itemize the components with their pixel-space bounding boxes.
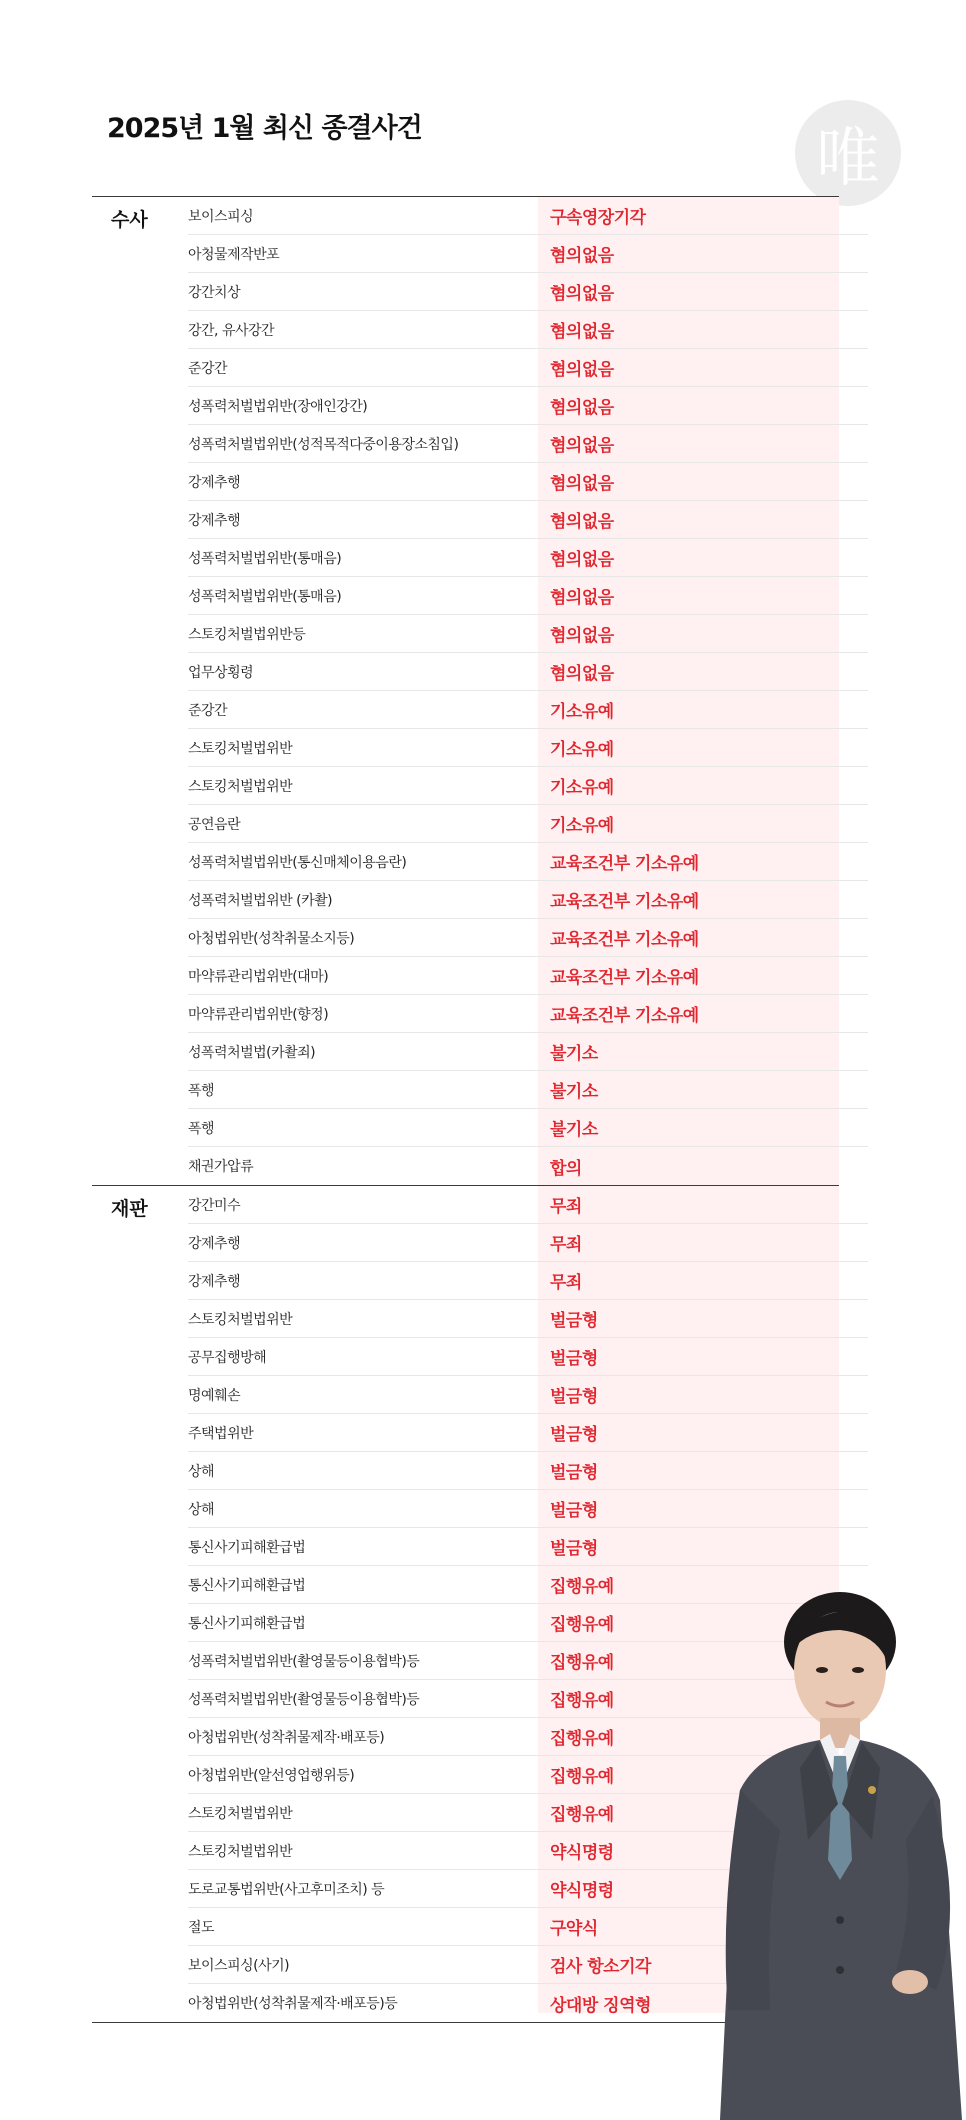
- case-name: 공연음란: [188, 816, 241, 833]
- case-name: 스토킹처벌법위반: [188, 1311, 293, 1328]
- case-result: 약식명령: [550, 1843, 614, 1863]
- table-row: [188, 1490, 868, 1528]
- case-result: 벌금형: [550, 1387, 598, 1407]
- table-row: [188, 1071, 868, 1109]
- table-row: [188, 1109, 868, 1147]
- case-result: 약식명령: [550, 1881, 614, 1901]
- case-name: 마약류관리법위반(대마): [188, 968, 329, 985]
- case-name: 성폭력처벌법위반(성적목적다중이용장소침입): [188, 436, 459, 453]
- table-row: [188, 615, 868, 653]
- case-name: 준강간: [188, 702, 228, 719]
- case-result: 집행유예: [550, 1653, 614, 1673]
- table-row: [188, 1147, 868, 1185]
- case-result: 집행유예: [550, 1577, 614, 1597]
- case-name: 준강간: [188, 360, 228, 377]
- case-name: 업무상횡령: [188, 664, 254, 681]
- table-row: [188, 539, 868, 577]
- case-name: 성폭력처벌법위반(통신매체이용음란): [188, 854, 407, 871]
- case-name: 강간, 유사강간: [188, 322, 275, 339]
- case-result: 혐의없음: [550, 246, 614, 266]
- case-result: 집행유예: [550, 1767, 614, 1787]
- case-name: 통신사기피해환급법: [188, 1539, 306, 1556]
- case-name: 폭행: [188, 1082, 215, 1099]
- case-name: 상해: [188, 1501, 215, 1518]
- case-result: 혐의없음: [550, 360, 614, 380]
- case-name: 절도: [188, 1919, 215, 1936]
- case-result: 구약식: [550, 1919, 598, 1939]
- case-name: 성폭력처벌법(카촬죄): [188, 1044, 316, 1061]
- table-row: [188, 1186, 868, 1224]
- table-row: [188, 1452, 868, 1490]
- case-name: 스토킹처벌법위반: [188, 778, 293, 795]
- table-row: [188, 729, 868, 767]
- case-result: 집행유예: [550, 1615, 614, 1635]
- case-name: 성폭력처벌법위반(촬영물등이용협박)등: [188, 1691, 420, 1708]
- case-result: 무죄: [550, 1197, 582, 1217]
- table-row: [188, 425, 868, 463]
- case-name: 상해: [188, 1463, 215, 1480]
- section-label: 재판: [111, 1198, 148, 1220]
- case-name: 강제추행: [188, 512, 241, 529]
- table-row: [188, 463, 868, 501]
- case-name: 강제추행: [188, 1273, 241, 1290]
- case-name: 아청법위반(성착취물소지등): [188, 930, 355, 947]
- case-name: 스토킹처벌법위반: [188, 740, 293, 757]
- table-row: [188, 1528, 868, 1566]
- case-name: 통신사기피해환급법: [188, 1615, 306, 1632]
- case-result: 무죄: [550, 1235, 582, 1255]
- table-row: [188, 235, 868, 273]
- case-result: 교육조건부 기소유예: [550, 1006, 699, 1026]
- table-row: [188, 1414, 868, 1452]
- section-label: 수사: [111, 209, 148, 231]
- case-name: 성폭력처벌법위반(장애인강간): [188, 398, 368, 415]
- table-row: [188, 1300, 868, 1338]
- case-result: 합의: [550, 1158, 582, 1179]
- case-result: 교육조건부 기소유예: [550, 854, 699, 874]
- case-name: 도로교통법위반(사고후미조치) 등: [188, 1881, 385, 1898]
- lawyer-portrait: [700, 1590, 966, 2120]
- case-result: 불기소: [550, 1044, 598, 1064]
- case-result: 혐의없음: [550, 322, 614, 342]
- case-name: 아청법위반(성착취물제작·배포등): [188, 1729, 385, 1746]
- seal-logo: 唯: [795, 100, 901, 206]
- case-result: 기소유예: [550, 702, 614, 722]
- case-result: 혐의없음: [550, 436, 614, 456]
- case-result: 벌금형: [550, 1311, 598, 1331]
- case-result: 무죄: [550, 1273, 582, 1293]
- page-title: 2025년 1월 최신 종결사건: [107, 113, 422, 144]
- table-row: [188, 767, 868, 805]
- case-name: 공무집행방해: [188, 1349, 267, 1366]
- case-name: 통신사기피해환급법: [188, 1577, 306, 1594]
- table-row: [188, 805, 868, 843]
- table-row: [188, 957, 868, 995]
- case-result: 구속영장기각: [550, 208, 646, 228]
- case-result: 혐의없음: [550, 512, 614, 532]
- case-result: 집행유예: [550, 1729, 614, 1749]
- table-row: [188, 273, 868, 311]
- case-result: 벌금형: [550, 1425, 598, 1445]
- case-result: 벌금형: [550, 1349, 598, 1369]
- case-name: 스토킹처벌법위반등: [188, 626, 306, 643]
- case-name: 폭행: [188, 1120, 215, 1137]
- case-name: 성폭력처벌법위반 (카촬): [188, 892, 333, 909]
- case-name: 강제추행: [188, 474, 241, 491]
- case-result: 불기소: [550, 1082, 598, 1102]
- case-result: 혐의없음: [550, 284, 614, 304]
- case-name: 성폭력처벌법위반(촬영물등이용협박)등: [188, 1653, 420, 1670]
- table-row: [188, 387, 868, 425]
- case-result: 기소유예: [550, 778, 614, 798]
- case-result: 상대방 징역형: [550, 1995, 651, 2016]
- table-row: [188, 919, 868, 957]
- table-row: [188, 501, 868, 539]
- case-result: 혐의없음: [550, 474, 614, 494]
- case-name: 성폭력처벌법위반(통매음): [188, 550, 342, 567]
- case-result: 혐의없음: [550, 550, 614, 570]
- section-0: [92, 196, 839, 1185]
- table-row: [188, 653, 868, 691]
- case-name: 성폭력처벌법위반(통매음): [188, 588, 342, 605]
- table-row: [188, 691, 868, 729]
- case-name: 스토킹처벌법위반: [188, 1805, 293, 1822]
- case-name: 아청법위반(성착취물제작·배포등)등: [188, 1996, 398, 2012]
- table-row: [188, 843, 868, 881]
- case-result: 혐의없음: [550, 398, 614, 418]
- table-row: [188, 1338, 868, 1376]
- case-result: 집행유예: [550, 1805, 614, 1825]
- case-name: 스토킹처벌법위반: [188, 1843, 293, 1860]
- case-name: 아청물제작반포: [188, 246, 280, 263]
- table-row: [188, 1224, 868, 1262]
- case-name: 아청법위반(알선영업행위등): [188, 1767, 355, 1784]
- table-row: [188, 1262, 868, 1300]
- case-result: 집행유예: [550, 1691, 614, 1711]
- case-name: 명예훼손: [188, 1387, 241, 1404]
- table-row: [188, 197, 868, 235]
- case-name: 주택법위반: [188, 1425, 254, 1442]
- table-row: [188, 349, 868, 387]
- case-name: 마약류관리법위반(향정): [188, 1006, 329, 1023]
- case-result: 기소유예: [550, 740, 614, 760]
- case-name: 채권가압류: [188, 1159, 254, 1175]
- table-row: [188, 881, 868, 919]
- case-name: 보이스피싱(사기): [188, 1957, 290, 1974]
- case-result: 혐의없음: [550, 588, 614, 608]
- case-name: 강간미수: [188, 1197, 241, 1214]
- case-name: 보이스피싱: [188, 208, 254, 225]
- case-result: 기소유예: [550, 816, 614, 836]
- case-result: 벌금형: [550, 1463, 598, 1483]
- case-result: 벌금형: [550, 1539, 598, 1559]
- table-row: [188, 311, 868, 349]
- case-result: 혐의없음: [550, 664, 614, 684]
- table-row: [188, 995, 868, 1033]
- table-row: [188, 577, 868, 615]
- case-name: 강간치상: [188, 284, 241, 301]
- case-result: 벌금형: [550, 1501, 598, 1521]
- case-result: 교육조건부 기소유예: [550, 968, 699, 988]
- table-row: [188, 1033, 868, 1071]
- case-result: 교육조건부 기소유예: [550, 892, 699, 912]
- case-result: 검사 항소기각: [550, 1957, 651, 1977]
- case-result: 교육조건부 기소유예: [550, 930, 699, 950]
- case-result: 불기소: [550, 1120, 598, 1140]
- table-row: [188, 1376, 868, 1414]
- case-name: 강제추행: [188, 1235, 241, 1252]
- case-result: 혐의없음: [550, 626, 614, 646]
